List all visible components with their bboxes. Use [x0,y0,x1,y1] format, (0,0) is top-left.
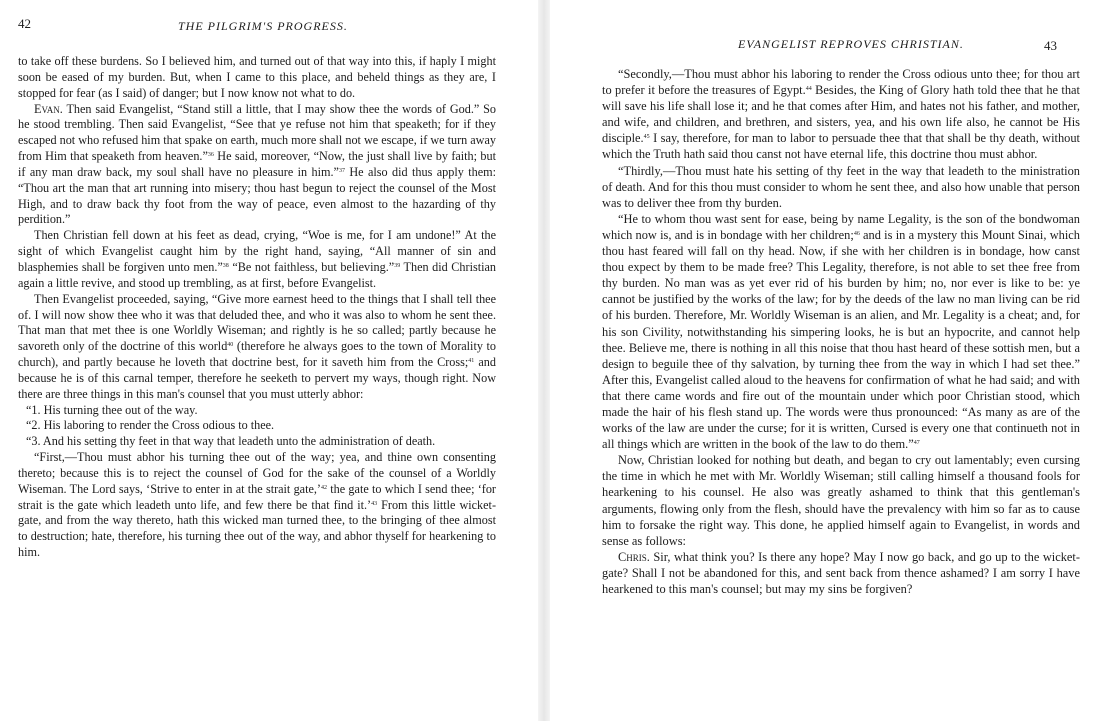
running-head: EVANGELIST REPROVES CHRISTIAN. [738,37,964,51]
footnote-ref: 36 [207,152,214,159]
paragraph-text: Then Christian fell down at his feet as dead, crying, “Woe is me, for I am undone!” At the sight of which Evangelist caught him by the right hand, saying, “All manner of sin and blasphemies shall be forgiven unto men.” [18,228,496,274]
paragraph-text: (therefore he always goes to the town of Morality to church), and partly because he loveth that doctrine best, for it saveth him from the Cross; [18,339,497,370]
footnote-ref: 40 [227,342,234,349]
left-page [0,0,540,721]
paragraph-text: Sir, what think you? Is there any hope? May I now go back, and go up to the wicket-gate? Shall I not be abandoned for this, and sent back from thence ashamed? I am sorry I have hearkened to this man's counsel; but may my sins be forgiven? [602,549,1080,596]
paragraph-text: to take off these burdens. So I believed him, and turned out of that way into this, if haply I might soon be eased of my burden. But, when I came to this place, and beheld things as they are, I stopped for fear (as I said) of danger; but I now know not what to do. [18,54,496,100]
paragraph [602,211,1080,452]
paragraph [18,54,496,102]
paragraph-text: “3. And his setting thy feet in that way that leadeth unto the administration of death. [26,434,436,449]
paragraph [602,163,1080,211]
footnote-ref: 38 [222,262,229,269]
paragraph-text: and is in a mystery this Mount Sinai, which thou hast feared will fall on thy head. Now, if she with her children is in bondage, how canst thou expect by them to be made free? This Legality, therefore, is not able to set thee free from thy burden. No man was as yet ever rid of his burden by him; no, nor ever is like to be: ye cannot be justified by the works of the law; for by the deeds of the law no man living can be rid of his burden. Therefore, Mr. Worldly Wiseman is an alien, and Mr. Legality is a cheat; and, for his son Civility, notwithstanding his simpering looks, he is but an hypocrite, and cannot help thee. Believe me, there is nothing in all this noise that thou hast heard of these sottish men, but a design to beguile thee of thy salvation, by turning thee from the way in which I had set thee.” After this, Evangelist called aloud to the heavens for confirmation of what he had said; and with that there came words and fire out of the mountain under which poor Christian stood, which made the hair of his flesh stand up. The words were thus pronounced: “As many as are of the works of the law are under the curse; for it is written, Cursed is every one that continueth not in all things which are written in the book of the law to do them.” [602,227,1080,452]
paragraph-text: the gate to which I send thee; ‘for strait is the gate which leadeth unto life, and few there be that find it.’ [18,481,496,512]
footnote-ref: 46 [853,230,860,237]
paragraph-text: He said, moreover, “Now, the just shall live by faith; but if any man draw back, my soul shall have no pleasure in him.” [18,149,497,179]
footnote-ref: 41 [468,358,475,365]
paragraph-text: “Thirdly,—Thou must hate his setting of thy feet in the way that leadeth to the ministration of death. And for this thou must consider to whom he sent thee, and also how unable that person was to deliver thee from thy burden. [602,163,1080,210]
list-item [18,418,496,434]
page-body [18,54,496,561]
footnote-ref: 45 [643,134,650,141]
paragraph-text: Then did Christian again a little revive, and stood up trembling, as at first, before Evangelist. [18,259,496,290]
paragraph-text: “1. His turning thee out of the way. [26,402,198,417]
footnote-ref: 42 [321,484,327,491]
speaker-label: Chris. [618,549,650,564]
right-page [548,0,1099,721]
paragraph-text: He also did thus apply them: “Thou art the man that art running into misery; thou hast begun to reject the counsel of the Most High, and to draw back thy foot from the way of peace, even almost to the hazarding of thy perdition.” [18,164,496,227]
footnote-ref: 43 [371,500,378,507]
page-number: 43 [1044,38,1057,53]
paragraph-text: “Be not faithless, but believing.” [228,259,395,274]
paragraph-text: Then said Evangelist, “Stand still a little, that I may show thee the words of God.” So he stood trembling. Then said Evangelist, “See that ye refuse not him that speaketh; for if they escaped not who refused him that spake on earth, much more shall not we escape, if we turn away from Him that speaketh from heaven.” [18,101,496,164]
page-number: 42 [18,16,31,31]
paragraph [602,66,1080,163]
paragraph-text: “Secondly,—Thou must abhor his laboring to render the Cross odious unto thee; for thou art to prefer it before the treasures of Egypt. [602,67,1080,98]
paragraph-text: Then Evangelist proceeded, saying, “Give more earnest heed to the things that I shall tell thee of. I will now show thee who it was that deluded thee, and who it was also to whom he sent thee. That man that met thee is one Worldly Wiseman; and rightly is he so called; partly because he savoreth only of the doctrine of this world [18,291,496,354]
paragraph [602,452,1080,549]
paragraph-text: “2. His laboring to render the Cross odious to thee. [26,418,275,433]
paragraph-text: Now, Christian looked for nothing but death, and began to cry out lamentably; even cursing the time in which he met with Mr. Worldly Wiseman; still calling himself a thousand fools for hearkening to his counsel. He also was greatly ashamed to think that this gentleman's arguments, flowing only from the flesh, should have the prevalency with him so far as to cause him to forsake the right way. This done, he applied himself again to Evangelist, in words and sense as follows: [602,453,1080,548]
list-item [18,434,496,450]
paragraph [602,549,1080,597]
footnote-ref: 47 [913,440,920,447]
paragraph [18,228,496,291]
speaker-label: Evan. [34,101,63,116]
paragraph [18,102,496,229]
paragraph-text: “First,—Thou must abhor his turning thee out of the way; yea, and thine own consenting thereto; because this is to reject the counsel of God for the sake of the counsel of a Worldly Wiseman. The Lord says, ‘Strive to enter in at the strait gate,’ [18,450,496,496]
paragraph [18,450,496,561]
page-body [602,66,1080,597]
paragraph-text: and because he is of this carnal temper, therefore he seeketh to pervert my ways, though right. Now there are three things in this man's counsel that you must utterly abhor: [18,355,496,401]
paragraph-text: I say, therefore, for man to labor to persuade thee that that shall be thy death, without which the Truth hath said thou canst not have eternal life, this doctrine thou must abhor. [602,131,1080,162]
list-item [18,403,496,419]
footnote-ref: 37 [338,167,345,174]
footnote-ref: 39 [394,262,401,269]
running-head: THE PILGRIM'S PROGRESS. [178,19,348,33]
paragraph-text: From this little wicket-gate, and from the way thereto, hath this wicked man turned thee, to the bringing of thee almost to destruction; hate, therefore, his turning thee out of the way, and abhor thyself for hearkening to him. [18,497,497,560]
paragraph-text: “He to whom thou wast sent for ease, being by name Legality, is the son of the bondwoman which now is, and is in bondage with her children; [602,211,1080,242]
paragraph [18,292,496,403]
footnote-ref: 44 [805,86,812,93]
paragraph-text: Besides, the King of Glory hath told thee that he that will save his life shall lose it; and he that comes after Him, and hates not his father, and mother, and wife, and children, and brethren, and sisters, yea, and his own life also, he cannot be His disciple. [602,83,1080,146]
